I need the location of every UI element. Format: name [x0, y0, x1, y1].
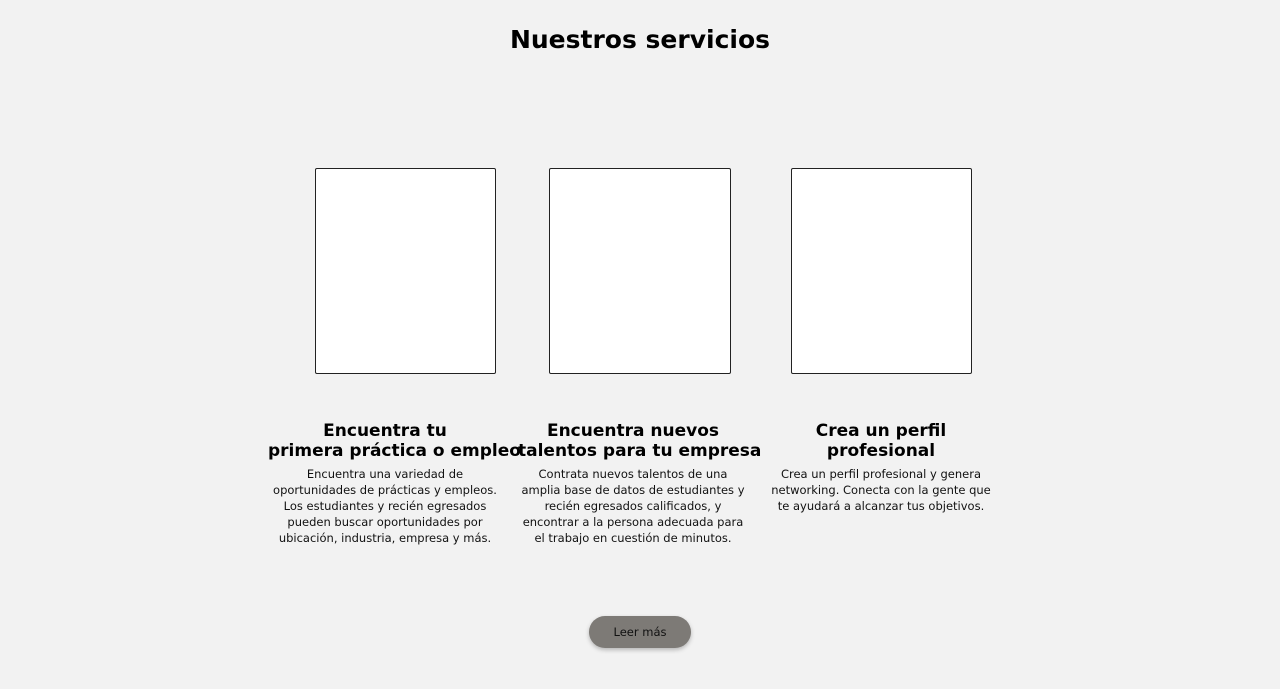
service-title-line: talentos para tu empresa	[518, 441, 762, 461]
service-title	[268, 421, 521, 461]
service-image-placeholder-3	[791, 168, 972, 374]
service-description: Crea un perfil profesional y genera networking. Conecta con la gente que te ayudará a alcanzar tus objetivos.	[771, 467, 991, 513]
service-description: Contrata nuevos talentos de una amplia base de datos de estudiantes y recién egresados calificados, y encontrar a la persona adecuada para el trabajo en cuestión de minutos.	[521, 467, 745, 545]
service-title-line: primera práctica o empleo	[268, 441, 521, 461]
service-card-first-job	[268, 421, 521, 546]
service-title-line: Crea un perfil	[815, 421, 947, 441]
service-image-placeholder-2	[549, 168, 731, 374]
service-title-line: Encuentra nuevos	[546, 421, 720, 441]
service-image-placeholder-1	[315, 168, 496, 374]
service-title-line: profesional	[826, 441, 936, 461]
service-card-new-talent	[518, 421, 762, 546]
page-title: Nuestros servicios	[509, 25, 771, 54]
service-description: Encuentra una variedad de oportunidades de prácticas y empleos. Los estudiantes y recién egresados pueden buscar oportunidades por ubicación, industria, empresa y más.	[273, 467, 497, 545]
service-title	[518, 421, 762, 461]
service-title-line: Encuentra tu	[323, 421, 447, 441]
service-title	[766, 421, 996, 461]
read-more-button[interactable]: Leer más	[589, 616, 691, 648]
service-card-professional-profile	[766, 421, 996, 514]
